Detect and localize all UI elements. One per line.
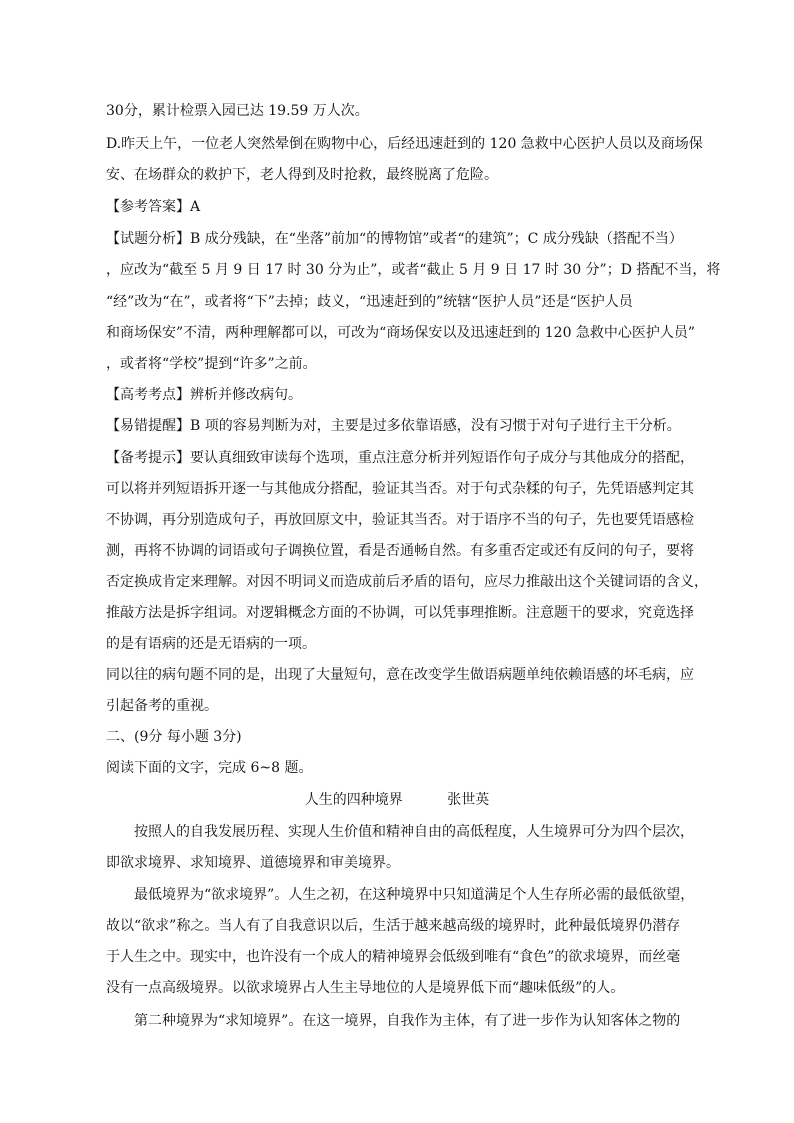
analysis-line: 【试题分析】B 成分残缺，在“坐落”前加“的博物馆”或者“的建筑”；C 成分残缺（搭配不当）	[106, 231, 683, 247]
article-author: 张世英	[447, 792, 490, 808]
analysis-line: ，或者将“学校”提到“许多”之前。	[106, 356, 317, 372]
prep-tip-line: 可以将并列短语拆开逐一与其他成分搭配，验证其当否。对于句式杂糅的句子，先凭语感判定其	[106, 481, 694, 497]
text-line: 引起备考的重视。	[106, 698, 218, 714]
article-paragraph-line: 即欲求境界、求知境界、道德境界和审美境界。	[106, 855, 400, 871]
text-line: 30分，累计检票入园已达 19.59 万人次。	[106, 103, 369, 119]
prep-tip-line: 【备考提示】要认真细致审读每个选项，重点注意分析并列短语作句子成分与其他成分的搭配，	[106, 450, 694, 466]
text-line: 同以往的病句题不同的是，出现了大量短句，意在改变学生做语病题单纯依赖语感的坏毛病，应	[106, 667, 694, 683]
prep-tip-line: 推敲方法是拆字组词。对逻辑概念方面的不协调，可以凭事理推断。注意题干的要求，究竟选择	[106, 605, 694, 621]
prep-tip-line: 否定换成肯定来理解。对因不明词义而造成前后矛盾的语句，应尽力推敲出这个关键词语的含义，	[106, 574, 708, 590]
answer-line: 【参考答案】A	[106, 199, 201, 215]
text-line: D.昨天上午，一位老人突然晕倒在购物中心，后经迅速赶到的 120 急救中心医护人员以及商场保	[106, 136, 703, 152]
instruction-line: 阅读下面的文字，完成 6~8 题。	[106, 760, 313, 776]
section-heading: 二、(9分 每小题 3分)	[106, 729, 242, 745]
analysis-line: 和商场保安”不清，两种理解都可以，可改为“商场保安以及迅速赶到的 120 急救中心医护人员”	[106, 325, 696, 341]
article-paragraph-line: 按照人的自我发展历程、实现人生价值和精神自由的高低程度，人生境界可分为四个层次，	[134, 824, 694, 840]
article-title-row	[0, 790, 794, 810]
article-title: 人生的四种境界	[304, 792, 403, 808]
article-paragraph-line: 没有一点高级境界。以欲求境界占人生主导地位的人是境界低下而“趣味低级”的人。	[106, 980, 625, 996]
analysis-line: ，应改为“截至 5 月 9 日 17 时 30 分为止”，或者“截止 5 月 9 日 17 时 30 分”；D 搭配不当，将	[106, 262, 721, 278]
prep-tip-line: 不协调，再分别造成句子，再放回原文中，验证其当否。对于语序不当的句子，先也要凭语感检	[106, 512, 694, 528]
prep-tip-line: 测，再将不协调的词语或句子调换位置，看是否通畅自然。有多重否定或还有反问的句子，要将	[106, 543, 694, 559]
prep-tip-line: 的是有语病的还是无语病的一项。	[106, 636, 316, 652]
analysis-line: “经”改为“在”，或者将“下”去掉；歧义，“迅速赶到的”统辖“医护人员”还是“医护人员	[106, 294, 633, 310]
text-line: 安、在场群众的救护下，老人得到及时抢救，最终脱离了危险。	[106, 167, 498, 183]
article-paragraph-line: 第二种境界为“求知境界”。在这一境界，自我作为主体，有了进一步作为认知客体之物的	[134, 1013, 681, 1029]
error-tip-line: 【易错提醒】B 项的容易判断为对，主要是过多依靠语感，没有习惯于对句子进行主干分析。	[106, 418, 681, 434]
article-paragraph-line: 最低境界为“欲求境界”。人生之初，在这种境界中只知道满足个人生存所必需的最低欲望，	[134, 887, 695, 903]
exam-point-line: 【高考考点】辨析并修改病句。	[106, 387, 302, 403]
article-paragraph-line: 于人生之中。现实中，也许没有一个成人的精神境界会低级到唯有“食色”的欲求境界，而丝毫	[106, 949, 681, 965]
article-paragraph-line: 故以“欲求”称之。当人有了自我意识以后，生活于越来越高级的境界时，此种最低境界仍潜存	[106, 918, 681, 934]
